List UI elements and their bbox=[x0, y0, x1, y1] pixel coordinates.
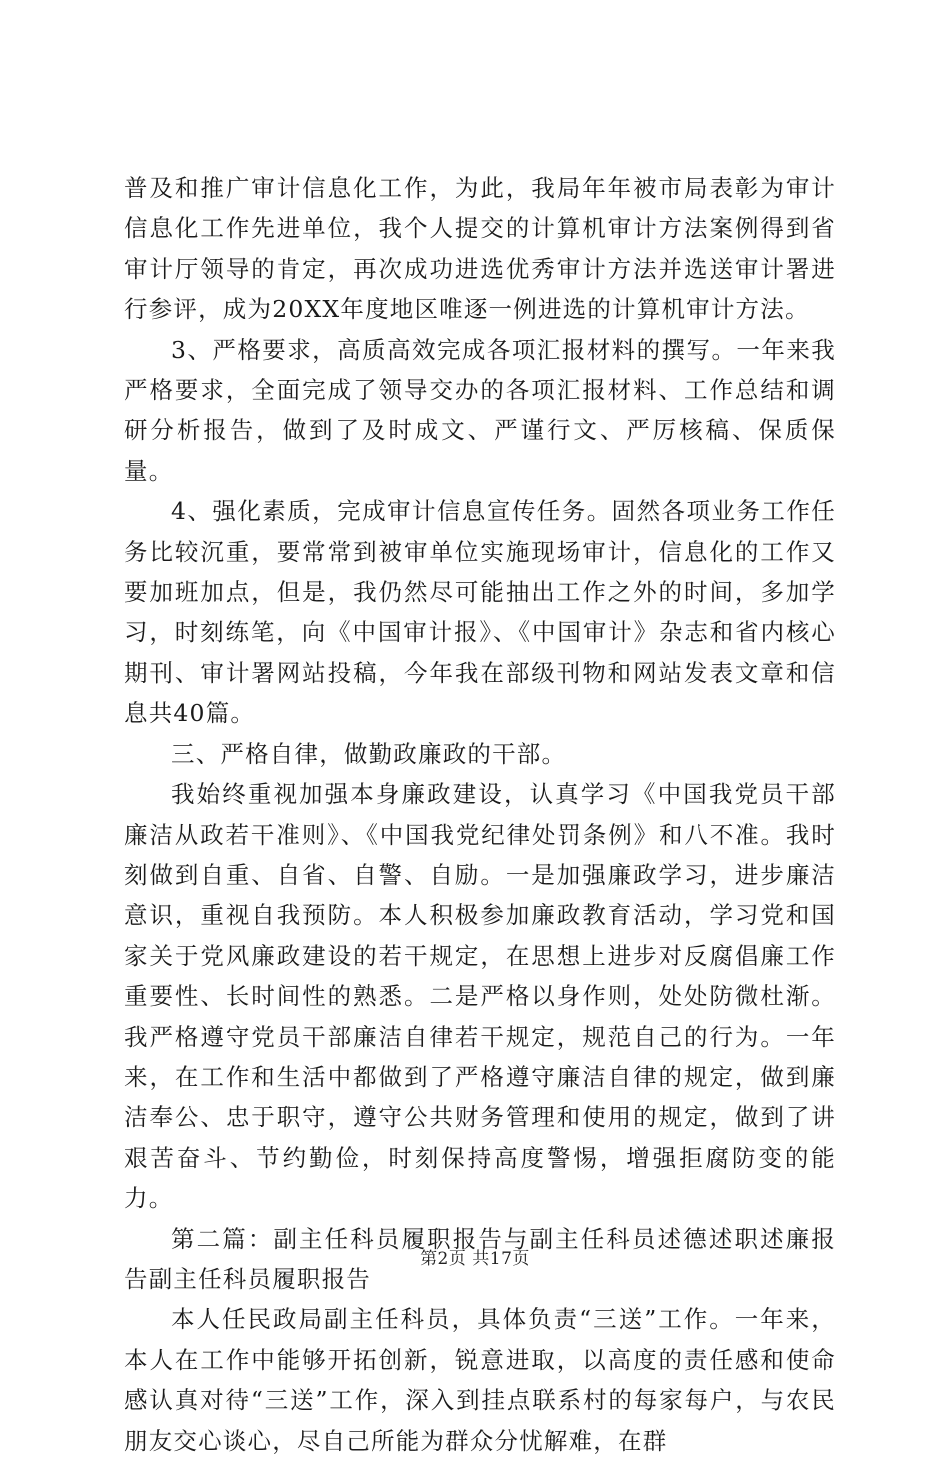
chapter-heading: 第二篇：副主任科员履职报告与副主任科员述德述职述廉报告副主任科员履职报告 bbox=[124, 1224, 836, 1293]
paragraph-1: 普及和推广审计信息化工作，为此，我局年年被市局表彰为审计信息化工作先进单位，我个人提交的计算机审计方法案例得到省审计厅领导的肯定，再次成功进选优秀审计方法并选送审计署进行参评，成为20XX年度地区唯逐一例进选的计算机审计方法。 bbox=[124, 174, 836, 324]
paragraph-5: 我始终重视加强本身廉政建设，认真学习《中国我党员干部廉洁从政若干准则》、《中国我党纪律处罚条例》和八不准。我时刻做到自重、自省、自警、自励。一是加强廉政学习，进步廉洁意识，重视自我预防。本人积极参加廉政教育活动，学习党和国家关于党风廉政建设的若干规定，在思想上进步对反腐倡廉工作重要性、长时间性的熟悉。二是严格以身作则，处处防微杜渐。我严格遵守党员干部廉洁自律若干规定，规范自己的行为。一年来，在工作和生活中都做到了严格遵守廉洁自律的规定，做到廉洁奉公、忠于职守，遵守公共财务管理和使用的规定，做到了讲艰苦奋斗、节约勤俭，时刻保持高度警惕，增强拒腐防变的能力。 bbox=[124, 780, 836, 1213]
paragraph-2: 3、严格要求，高质高效完成各项汇报材料的撰写。一年来我严格要求，全面完成了领导交办的各项汇报材料、工作总结和调研分析报告，做到了及时成文、严谨行文、严厉核稿、保质保量。 bbox=[124, 335, 836, 485]
section-heading: 三、严格自律，做勤政廉政的干部。 bbox=[171, 739, 567, 768]
paragraph-3: 4、强化素质，完成审计信息宣传任务。固然各项业务工作任务比较沉重，要常常到被审单位实施现场审计，信息化的工作又要加班加点，但是，我仍然尽可能抽出工作之外的时间，多加学习，时刻练笔，向《中国审计报》、《中国审计》杂志和省内核心期刊、审计署网站投稿，今年我在部级刊物和网站发表文章和信息共40篇。 bbox=[124, 497, 836, 728]
page-footer: 第2页 共17页 bbox=[420, 1249, 530, 1269]
paragraph-7: 本人任民政局副主任科员，具体负责“三送”工作。一年来，本人在工作中能够开拓创新，锐意进取，以高度的责任感和使命感认真对待“三送”工作，深入到挂点联系村的每家每户，与农民朋友交心谈心，尽自己所能为群众分忧解难，在群 bbox=[124, 1305, 836, 1455]
